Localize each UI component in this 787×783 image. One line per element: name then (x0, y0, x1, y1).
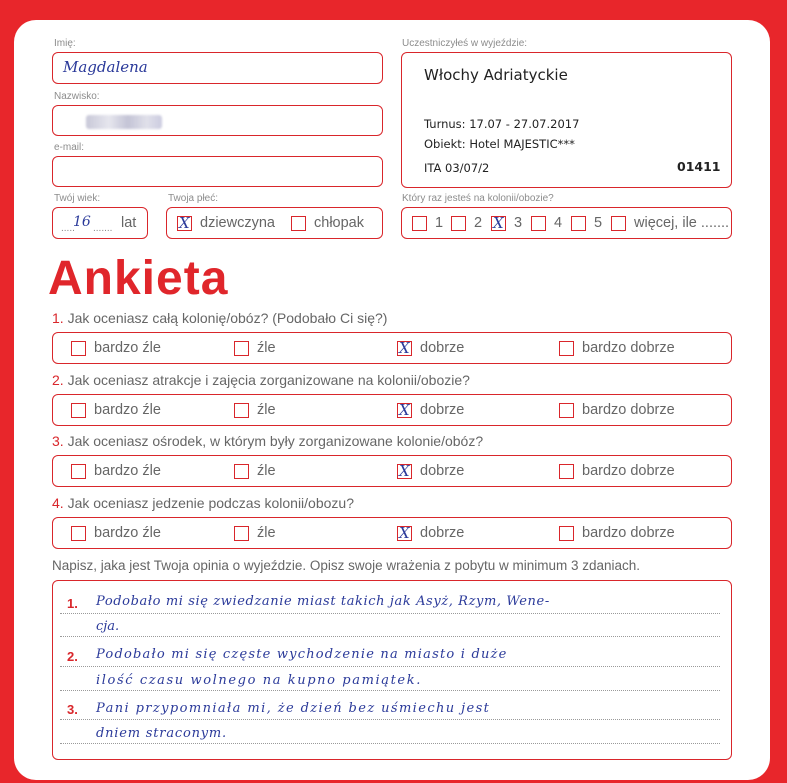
checkbox[interactable] (291, 216, 306, 231)
trip-name: Włochy Adriatyckie (424, 66, 568, 84)
checkbox-checked[interactable] (397, 464, 412, 479)
q4-option-good[interactable]: X dobrze (397, 518, 464, 548)
times-option-5[interactable]: 5 (571, 208, 602, 238)
trip-turnus: Turnus: 17.07 - 27.07.2017 (424, 117, 580, 131)
question-1-options (52, 332, 732, 364)
question-2-options (52, 394, 732, 426)
checkbox-checked[interactable] (177, 216, 192, 231)
checkbox-checked[interactable] (397, 526, 412, 541)
q1-option-very-good[interactable]: bardzo dobrze (559, 333, 675, 363)
first-name-field[interactable] (52, 52, 383, 84)
checkbox[interactable] (559, 403, 574, 418)
question-2: 2. Jak oceniasz atrakcje i zajęcia zorganizowane na kolonii/obozie? (52, 372, 470, 388)
times-option-1[interactable]: 1 (412, 208, 443, 238)
gender-group (166, 207, 383, 239)
q4-option-bad[interactable]: źle (234, 518, 276, 548)
question-3: 3. Jak oceniasz ośrodek, w którym były zorganizowane kolonie/obóz? (52, 433, 484, 449)
q2-option-bad[interactable]: źle (234, 395, 276, 425)
opinion-number-3: 3. (67, 702, 78, 717)
last-name-label: Nazwisko: (54, 91, 100, 102)
q4-option-very-good[interactable]: bardzo dobrze (559, 518, 675, 548)
trip-number: 01411 (677, 159, 721, 174)
q3-option-good[interactable]: X dobrze (397, 456, 464, 486)
checkbox[interactable] (71, 403, 86, 418)
gender-option-girl[interactable]: X dziewczyna (177, 208, 275, 238)
survey-title: Ankieta (48, 252, 229, 305)
checkbox[interactable] (571, 216, 586, 231)
q4-option-very-bad[interactable]: bardzo źle (71, 518, 161, 548)
opinion-line-1: Podobało mi się zwiedzanie miast takich jak Asyż, Rzym, Wene- (96, 594, 550, 609)
question-1: 1. Jak oceniasz całą kolonię/obóz? (Podobało Ci się?) (52, 310, 388, 326)
opinion-line-4: ilość czasu wolnego na kupno pamiątek. (96, 673, 422, 688)
times-option-more[interactable]: więcej, ile ....... (611, 208, 729, 238)
checkbox[interactable] (412, 216, 427, 231)
checkbox[interactable] (451, 216, 466, 231)
opinion-prompt: Napisz, jaka jest Twoja opinia o wyjeździe. Opisz swoje wrażenia z pobytu w minimum 3 zdaniach. (52, 558, 641, 573)
email-field[interactable] (52, 156, 383, 187)
opinion-number-2: 2. (67, 649, 78, 664)
gender-label: Twoja płeć: (168, 193, 219, 204)
redacted-surname (86, 115, 162, 129)
q3-option-bad[interactable]: źle (234, 456, 276, 486)
age-field[interactable]: ..... 16 ....... lat (52, 207, 148, 239)
question-3-options (52, 455, 732, 487)
q1-option-very-bad[interactable]: bardzo źle (71, 333, 161, 363)
checkbox[interactable] (234, 403, 249, 418)
checkbox[interactable] (611, 216, 626, 231)
trip-code: ITA 03/07/2 (424, 161, 490, 175)
times-option-2[interactable]: 2 (451, 208, 482, 238)
checkbox[interactable] (234, 341, 249, 356)
q2-option-good[interactable]: X dobrze (397, 395, 464, 425)
checkbox[interactable] (71, 526, 86, 541)
checkbox[interactable] (71, 341, 86, 356)
q3-option-very-good[interactable]: bardzo dobrze (559, 456, 675, 486)
age-unit: lat (121, 215, 137, 231)
opinion-line-6: dniem straconym. (96, 726, 227, 741)
opinion-number-1: 1. (67, 596, 78, 611)
q2-option-very-bad[interactable]: bardzo źle (71, 395, 161, 425)
question-4-options (52, 517, 732, 549)
times-group (401, 207, 732, 239)
trip-label: Uczestniczyłeś w wyjeździe: (402, 38, 528, 49)
age-value: 16 (73, 214, 91, 230)
times-label: Który raz jesteś na kolonii/obozie? (402, 193, 554, 204)
checkbox-checked[interactable] (397, 403, 412, 418)
q2-option-very-good[interactable]: bardzo dobrze (559, 395, 675, 425)
q3-option-very-bad[interactable]: bardzo źle (71, 456, 161, 486)
age-label: Twój wiek: (54, 193, 101, 204)
q1-option-good[interactable]: X dobrze (397, 333, 464, 363)
checkbox-checked[interactable] (397, 341, 412, 356)
opinion-line-5: Pani przypomniała mi, że dzień bez uśmiechu jest (96, 701, 491, 716)
times-option-3[interactable]: X 3 (491, 208, 522, 238)
first-name-value: Magdalena (63, 58, 148, 76)
opinion-line-3: Podobało mi się częste wychodzenie na miasto i duże (96, 647, 508, 662)
trip-obiekt: Obiekt: Hotel MAJESTIC*** (424, 137, 575, 151)
question-4: 4. Jak oceniasz jedzenie podczas kolonii/obozu? (52, 495, 354, 511)
email-label: e-mail: (54, 142, 85, 153)
checkbox[interactable] (531, 216, 546, 231)
checkbox[interactable] (559, 341, 574, 356)
q1-option-bad[interactable]: źle (234, 333, 276, 363)
first-name-label: Imię: (54, 38, 76, 49)
gender-option-boy[interactable]: chłopak (291, 208, 364, 238)
checkbox[interactable] (234, 464, 249, 479)
checkbox[interactable] (559, 464, 574, 479)
times-option-4[interactable]: 4 (531, 208, 562, 238)
trip-info-box (401, 52, 732, 188)
checkbox[interactable] (234, 526, 249, 541)
checkbox[interactable] (559, 526, 574, 541)
checkbox[interactable] (71, 464, 86, 479)
opinion-line-2: cja. (96, 619, 120, 634)
checkbox-checked[interactable] (491, 216, 506, 231)
